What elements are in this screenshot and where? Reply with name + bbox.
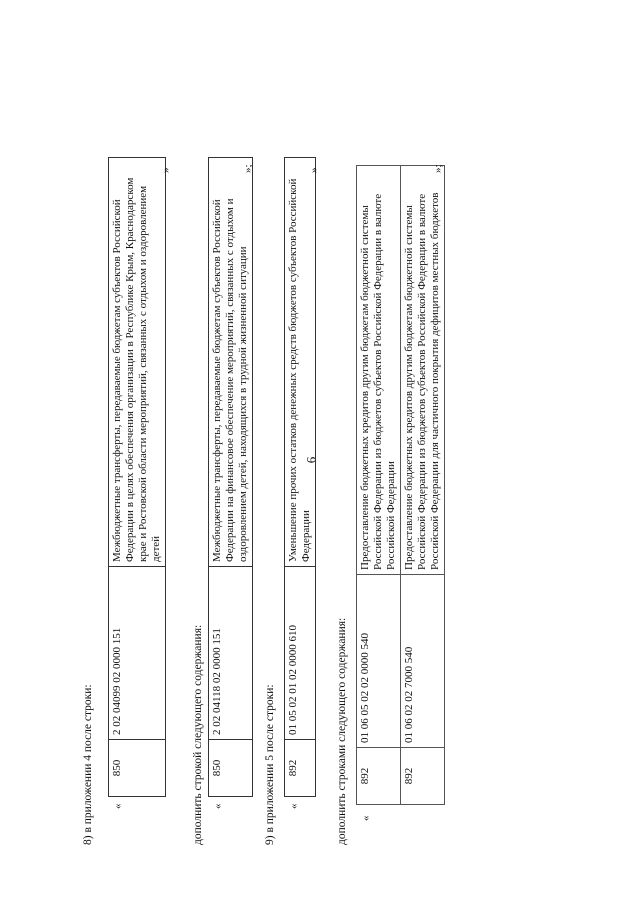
code-cell: 850 [109, 740, 166, 797]
kbk-cell: 2 02 04118 02 0000 151 [209, 567, 253, 740]
table-row [285, 158, 316, 797]
text-cell: Уменьшение прочих остатков денежных средств бюджетов субъектов Российской Федерации [285, 158, 316, 567]
table-row [401, 166, 445, 805]
code-cell: 850 [209, 740, 253, 797]
table-row [209, 158, 253, 797]
section8-table [108, 157, 166, 797]
section9-table [284, 157, 316, 797]
addition9-close-quote: »; [432, 164, 444, 173]
page-number: 6 [303, 456, 319, 464]
section8-open-quote: « [112, 803, 124, 809]
addition8-open-quote: « [212, 803, 224, 809]
addition9-table [356, 165, 445, 805]
section8-intro: 8) в приложении 4 после строки: [82, 684, 94, 845]
kbk-cell: 2 02 04099 02 0000 151 [109, 567, 166, 740]
kbk-cell: 01 06 05 02 02 0000 540 [357, 575, 401, 748]
text-cell: Межбюджетные трансферты, передаваемые бюджетам субъектов Российской Федерации в целях обеспечения организации в Республике Крым, Краснодарском крае и Ростовской области мероприятий, связанных с отдыхом и оздоровлением детей [109, 158, 166, 567]
section9-close-quote: » [308, 167, 320, 173]
addition9-open-quote: « [360, 815, 372, 821]
kbk-cell: 01 06 02 02 7000 540 [401, 575, 445, 748]
text-cell: Предоставление бюджетных кредитов другим бюджетам бюджетной системы Российской Федерации из бюджетов субъектов Российской Федерации в валюте Российской Федерации для частичного покрытия дефицитов местных бюджетов [401, 166, 445, 575]
addition8-table [208, 157, 253, 797]
code-cell: 892 [285, 740, 316, 797]
text-cell: Предоставление бюджетных кредитов другим бюджетам бюджетной системы Российской Федерации из бюджетов субъектов Российской Федерации в валюте Российской Федерации [357, 166, 401, 575]
section8-close-quote: » [160, 167, 172, 173]
addition9-intro: дополнить строками следующего содержания: [336, 617, 348, 845]
addition8-close-quote: »; [242, 164, 254, 173]
kbk-cell: 01 05 02 01 02 0000 610 [285, 567, 316, 740]
section9-open-quote: « [288, 803, 300, 809]
table-row [109, 158, 166, 797]
table-row [357, 166, 401, 805]
section9-intro: 9) в приложении 5 после строки: [264, 684, 276, 845]
code-cell: 892 [357, 748, 401, 805]
code-cell: 892 [401, 748, 445, 805]
text-cell: Межбюджетные трансферты, передаваемые бюджетам субъектов Российской Федерации на финансовое обеспечение мероприятий, связанных с отдыхом и оздоровлением детей, находящихся в трудной жизненной ситуации [209, 158, 253, 567]
rotated-content [82, 65, 502, 845]
addition8-intro: дополнить строкой следующего содержания: [192, 624, 204, 845]
